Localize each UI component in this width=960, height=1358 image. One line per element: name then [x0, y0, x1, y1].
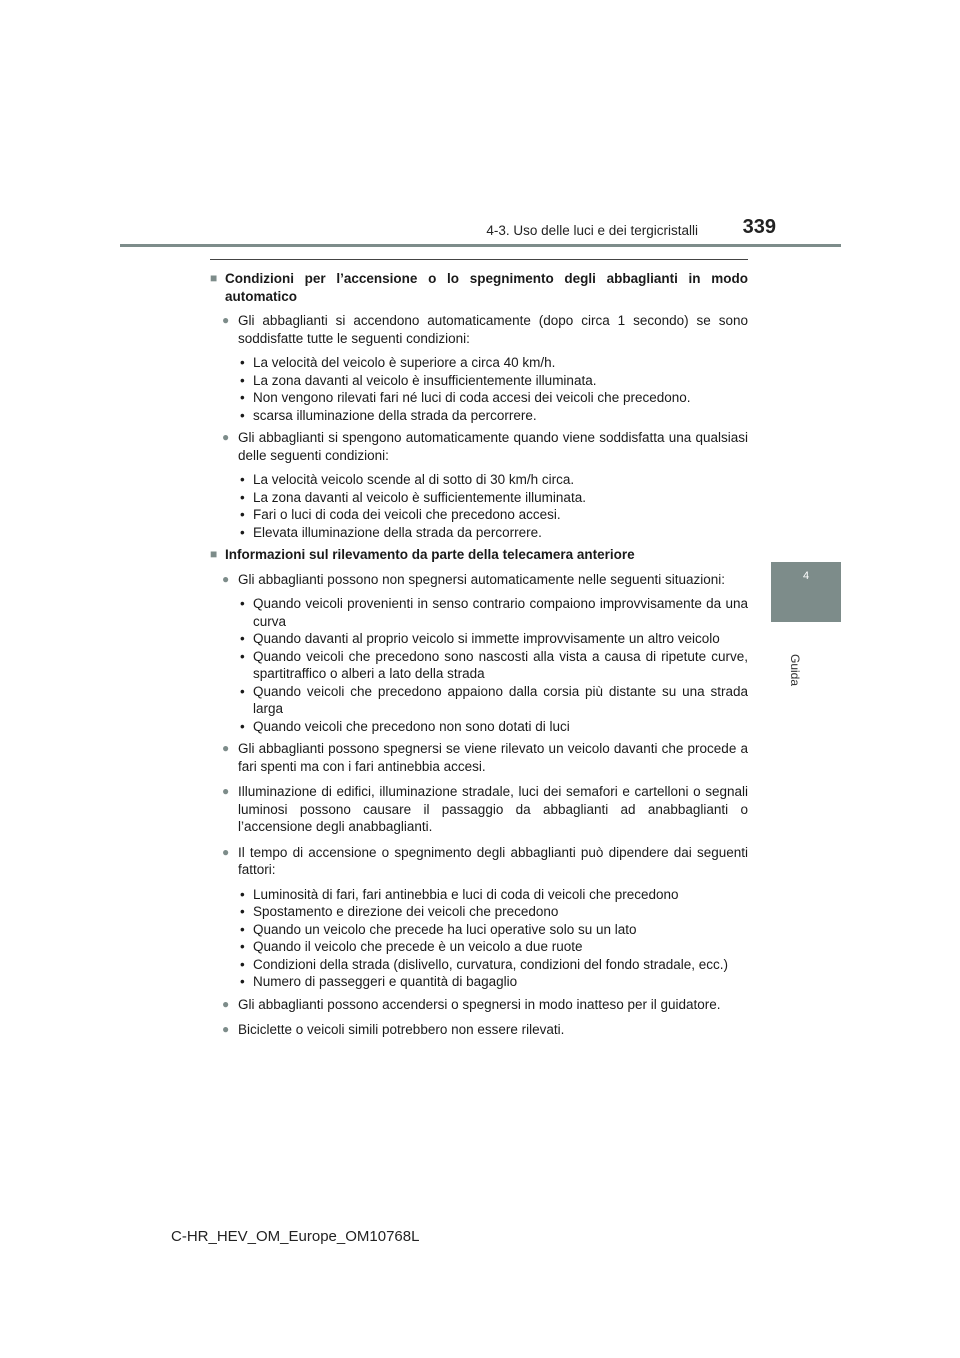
section-heading-text: Condizioni per l’accensione o lo spegnimento degli abbaglianti in modo automatico — [225, 271, 748, 304]
condition-item: • Quando veicoli che precedono non sono dotati di luci — [240, 718, 748, 736]
bullet-item — [222, 429, 748, 464]
bullet-text: Il tempo di accensione o spegnimento degli abbaglianti può dipendere dai seguenti fattori: — [238, 844, 748, 877]
condition-list — [240, 471, 748, 541]
bullet-text: Gli abbaglianti si accendono automaticamente (dopo circa 1 secondo) se sono soddisfatte tutte le seguenti condizioni: — [238, 313, 748, 346]
circle-bullet-icon: ● — [222, 784, 230, 798]
bullet-text: Gli abbaglianti possono spegnersi se viene rilevato un veicolo davanti che procede a fari spenti ma con i fari antinebbia accesi. — [238, 741, 748, 774]
condition-item: • Luminosità di fari, fari antinebbia e luci di coda di veicoli che precedono — [240, 886, 748, 904]
condition-item: • scarsa illuminazione della strada da percorrere. — [240, 407, 748, 425]
section-heading — [210, 546, 748, 564]
condition-item: • La velocità veicolo scende al di sotto di 30 km/h circa. — [240, 471, 748, 489]
section-heading — [210, 270, 748, 305]
condition-item: • Quando veicoli provenienti in senso contrario compaiono improvvisamente da una curva — [240, 595, 748, 630]
condition-item: • La velocità del veicolo è superiore a circa 40 km/h. — [240, 354, 748, 372]
circle-bullet-icon: ● — [222, 844, 230, 859]
condition-item: • Non vengono rilevati fari né luci di coda accesi dei veicoli che precedono. — [240, 389, 748, 407]
page-content — [210, 259, 748, 1047]
bullet-text: Gli abbaglianti si spengono automaticamente quando viene soddisfatta una qualsiasi delle seguenti condizioni: — [238, 430, 748, 463]
condition-item: • La zona davanti al veicolo è insufficientemente illuminata. — [240, 372, 748, 390]
condition-item: • Fari o luci di coda dei veicoli che precedono accesi. — [240, 506, 748, 524]
chapter-label-text: Guida — [788, 653, 802, 687]
bullet-item — [222, 1021, 748, 1039]
page-header — [0, 0, 960, 250]
bullet-text: Gli abbaglianti possono accendersi o spegnersi in modo inatteso per il guidatore. — [238, 996, 721, 1012]
bullet-item — [222, 571, 748, 589]
condition-item: • Quando il veicolo che precede è un veicolo a due ruote — [240, 938, 748, 956]
header-divider — [120, 244, 841, 247]
circle-bullet-icon: ● — [222, 741, 230, 755]
section-heading-text: Informazioni sul rilevamento da parte della telecamera anteriore — [225, 547, 635, 562]
square-bullet-icon: ■ — [210, 547, 218, 561]
circle-bullet-icon: ● — [222, 1022, 230, 1036]
page-number: 339 — [742, 216, 776, 238]
bullet-item — [222, 740, 748, 775]
condition-item: • Elevata illuminazione della strada da percorrere. — [240, 524, 748, 542]
condition-item: • Quando davanti al proprio veicolo si immette improvvisamente un altro veicolo — [240, 630, 748, 648]
condition-list — [240, 886, 748, 991]
section-title: 4-3. Uso delle luci e dei tergicristalli — [486, 223, 698, 238]
bullet-text: Biciclette o veicoli simili potrebbero non essere rilevati. — [238, 1022, 565, 1037]
bullet-text: Gli abbaglianti possono non spegnersi automaticamente nelle seguenti situazioni: — [238, 571, 726, 587]
condition-list — [240, 354, 748, 424]
content-divider — [210, 259, 748, 260]
bullet-item — [222, 312, 748, 347]
bullet-item — [222, 783, 748, 836]
chapter-label — [760, 640, 830, 700]
condition-item: • Quando un veicolo che precede ha luci operative solo su un lato — [240, 921, 748, 939]
chapter-number: 4 — [802, 570, 810, 582]
circle-bullet-icon: ● — [222, 996, 230, 1011]
condition-item: • Numero di passeggeri e quantità di bagaglio — [240, 973, 748, 991]
bullet-item — [222, 996, 748, 1014]
bullet-item — [222, 844, 748, 879]
square-bullet-icon: ■ — [210, 271, 218, 285]
condition-item: • Spostamento e direzione dei veicoli che precedono — [240, 903, 748, 921]
document-code: C-HR_HEV_OM_Europe_OM10768L — [171, 1228, 420, 1245]
condition-item: • La zona davanti al veicolo è sufficientemente illuminata. — [240, 489, 748, 507]
circle-bullet-icon: ● — [222, 571, 230, 586]
bullet-text: Illuminazione di edifici, illuminazione stradale, luci dei semafori e cartelloni o segnali luminosi possono causare il passaggio da abbaglianti ad anabbaglianti o l’accensione degli anabbaglianti. — [238, 784, 748, 834]
condition-item: • Quando veicoli che precedono sono nascosti alla vista a causa di ripetute curve, spartitraffico o alberi a lato della strada — [240, 648, 748, 683]
chapter-tab[interactable] — [771, 562, 841, 622]
circle-bullet-icon: ● — [222, 313, 230, 327]
condition-item: • Quando veicoli che precedono appaiono dalla corsia più distante su una strada larga — [240, 683, 748, 718]
condition-list — [240, 595, 748, 735]
condition-item: • Condizioni della strada (dislivello, curvatura, condizioni del fondo stradale, ecc.) — [240, 956, 748, 974]
circle-bullet-icon: ● — [222, 430, 230, 444]
